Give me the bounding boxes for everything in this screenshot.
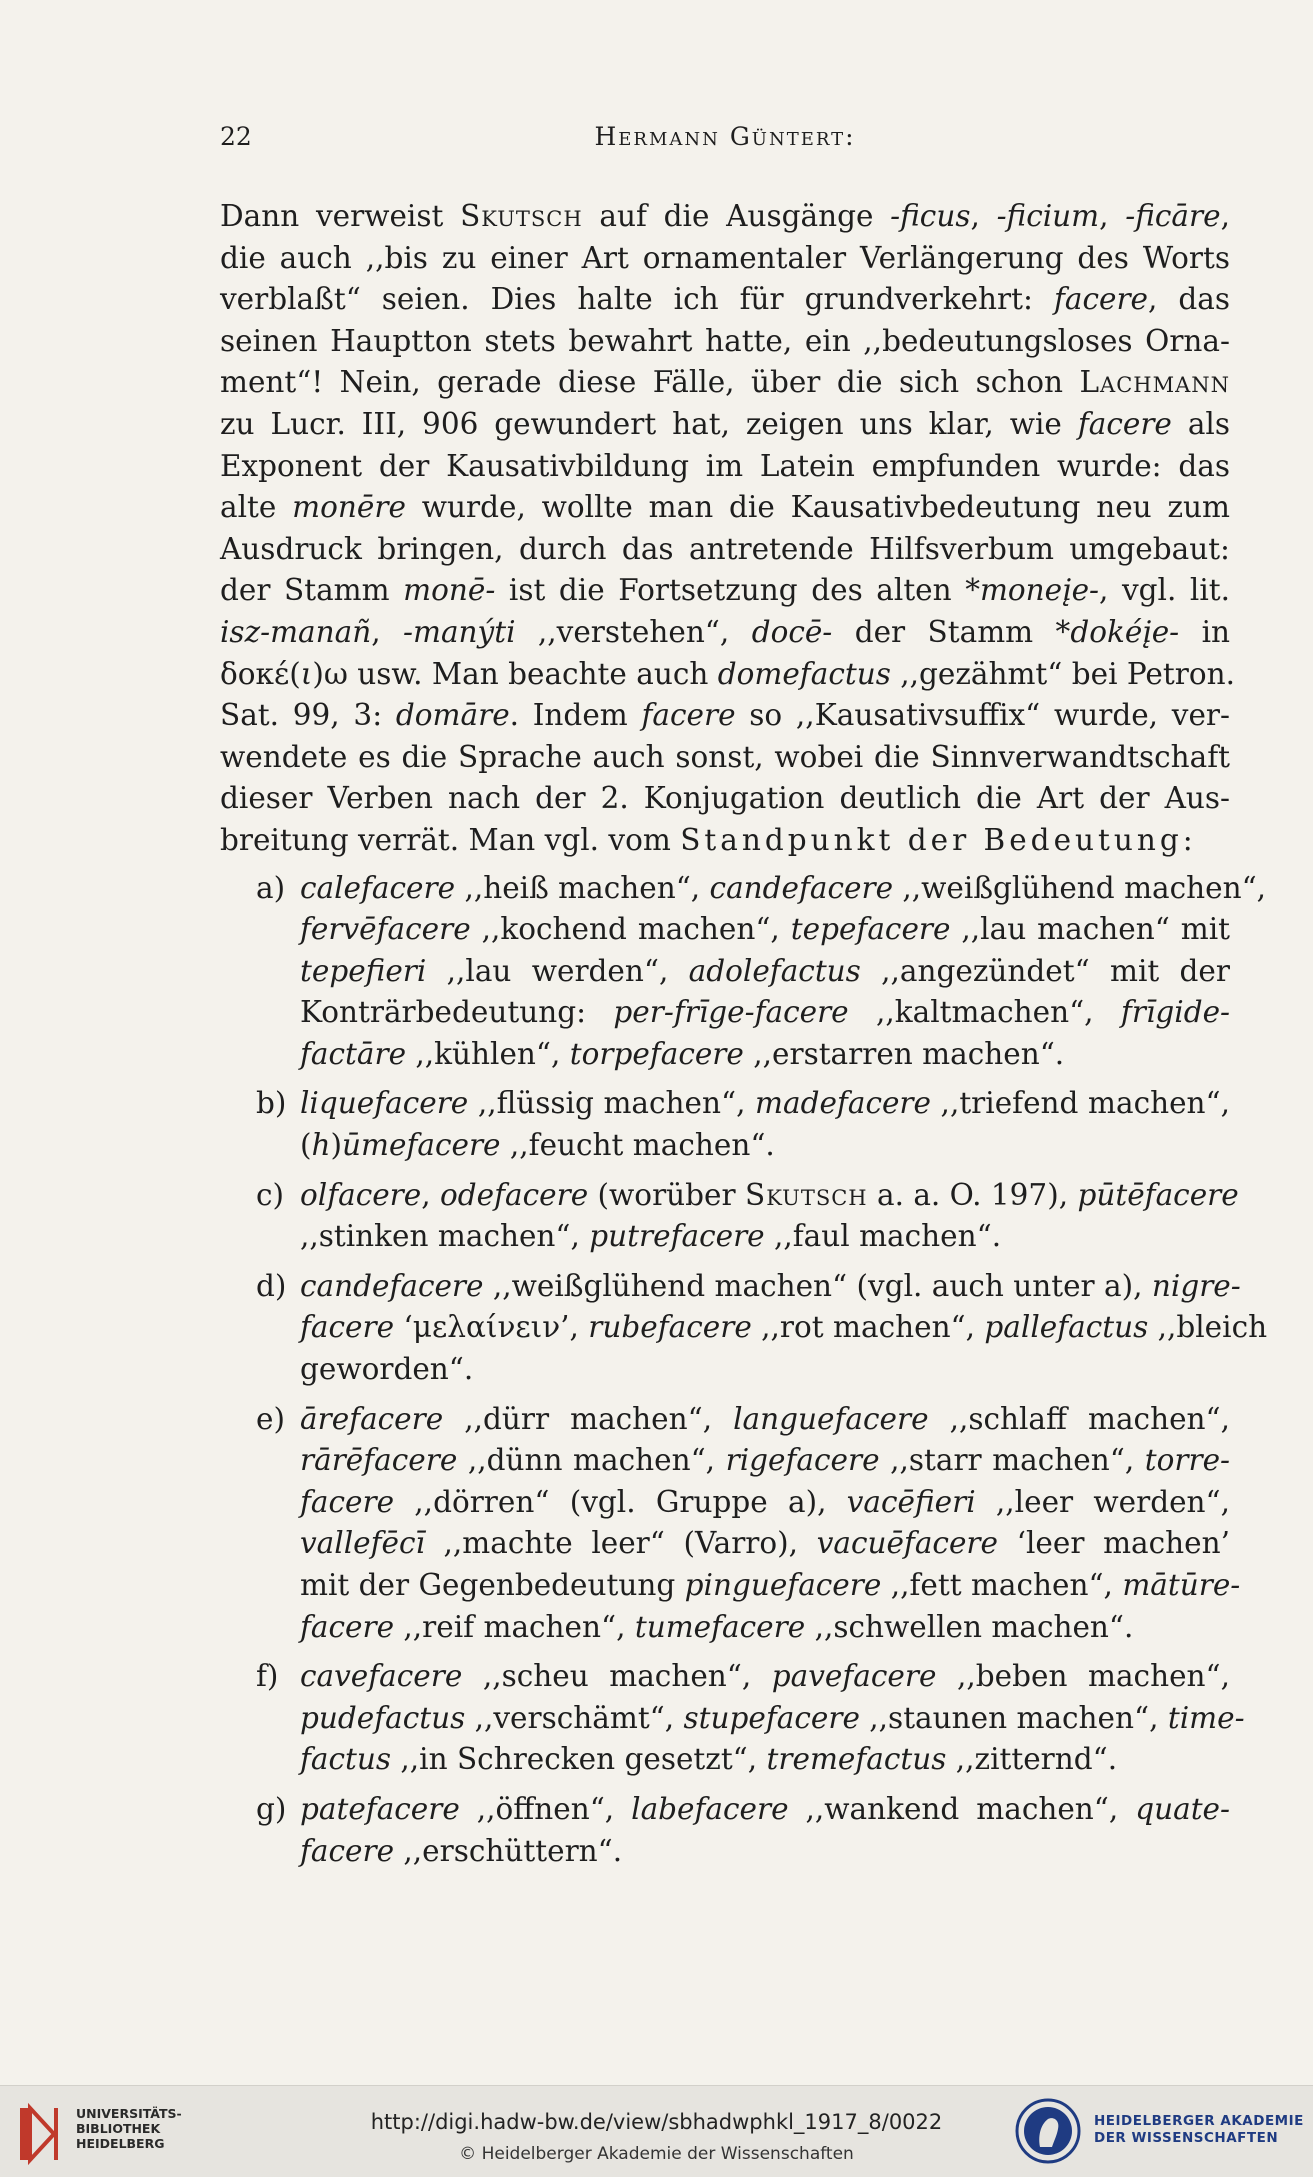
viewer-footer xyxy=(0,2085,1313,2177)
text-line: δοκέ(ι)ω usw. Man beachte auch domefactus ,,gezähmt“ bei Petron. xyxy=(220,656,1235,691)
text-line: factāre ,,kühlen“, torpefacere ,,erstarren machen“. xyxy=(300,1036,1065,1071)
list-item-label: b) xyxy=(256,1086,287,1121)
academy-seal-icon xyxy=(1014,2097,1082,2165)
text-line: wendete es die Sprache auch sonst, wobei die Sinnverwandtschaft xyxy=(220,739,1230,774)
text-line: mit der Gegenbedeutung pinguefacere ,,fett machen“, mātūre- xyxy=(300,1568,1241,1602)
text-line: factus ,,in Schrecken gesetzt“, tremefactus ,,zitternd“. xyxy=(300,1742,1118,1777)
text-line: verblaßt“ seien. Dies halte ich für grundverkehrt: facere, das xyxy=(220,282,1230,317)
text-line: facere ,,erschüttern“. xyxy=(300,1833,623,1868)
text-line: rārēfacere ,,dünn machen“, rigefacere ,,starr machen“, torre- xyxy=(300,1443,1231,1478)
main-paragraph xyxy=(220,196,1235,862)
list-item xyxy=(220,1656,1245,1781)
text-line: c) olfacere, odefacere (worüber Skutsch a. a. O. 197), pūtēfacere xyxy=(220,1175,1230,1217)
library-name: UNIVERSITÄTS- BIBLIOTHEK HEIDELBERG xyxy=(76,2106,182,2151)
text-line: facere ,,reif machen“, tumefacere ,,schwellen machen“. xyxy=(300,1609,1134,1644)
copyright-notice: © Heidelberger Akademie der Wissenschaften xyxy=(459,2144,854,2164)
text-line: alte monēre wurde, wollte man die Kausativbedeutung neu zum xyxy=(220,490,1230,525)
list-item-label: e) xyxy=(256,1401,285,1436)
running-head xyxy=(220,122,1230,162)
page-number: 22 xyxy=(220,122,252,151)
list-item xyxy=(220,1789,1230,1872)
text-line: tepefieri ,,lau werden“, adolefactus ,,angezündet“ mit der xyxy=(300,953,1230,988)
text-line: Konträrbedeutung: per-frīge-facere ,,kaltmachen“, frīgide- xyxy=(300,995,1231,1030)
text-line: facere ‘μελαίνειν’, rubefacere ,,rot machen“, pallefactus ,,bleich xyxy=(300,1310,1268,1345)
text-line: zu Lucr. III, 906 gewundert hat, zeigen uns klar, wie facere als xyxy=(220,406,1230,441)
list-item-label: d) xyxy=(256,1268,287,1303)
text-line: ment“! Nein, gerade diese Fälle, über die sich schon Lachmann xyxy=(220,365,1230,400)
text-line: (h)ūmefacere ,,feucht machen“. xyxy=(300,1128,775,1163)
text-line: der Stamm monē- ist die Fortsetzung des alten *moneįe-, vgl. lit. xyxy=(220,573,1230,608)
meaning-group-list xyxy=(220,868,1268,1873)
text-line: die auch ,,bis zu einer Art ornamentaler Verlängerung des Worts xyxy=(220,240,1230,275)
list-item xyxy=(220,1266,1268,1391)
text-line: vallefēcī ,,machte leer“ (Varro), vacuēfacere ‘leer machen’ xyxy=(300,1526,1230,1561)
body-text xyxy=(220,196,1268,1880)
text-line: facere ,,dörren“ (vgl. Gruppe a), vacēfieri ,,leer werden“, xyxy=(300,1484,1231,1519)
text-line: d) candefacere ,,weißglühend machen“ (vgl. auch unter a), nigre- xyxy=(220,1266,1230,1308)
text-line: geworden“. xyxy=(300,1352,474,1387)
text-line: Dann verweist Skutsch auf die Ausgänge -ficus, -ficium, -ficāre, xyxy=(220,199,1230,233)
text-line: Sat. 99, 3: domāre. Indem facere so ,,Kausativsuffix“ wurde, ver- xyxy=(220,698,1230,733)
list-item-label: g) xyxy=(256,1791,287,1826)
running-title: Hermann Güntert: xyxy=(594,122,856,151)
text-line: Exponent der Kausativbildung im Latein empfunden wurde: das xyxy=(220,448,1230,483)
list-item xyxy=(220,1399,1241,1649)
text-line: fervēfacere ,,kochend machen“, tepefacere ,,lau machen“ mit xyxy=(300,912,1230,947)
text-line: seinen Hauptton stets bewahrt hatte, ein ,,bedeutungsloses Orna- xyxy=(220,323,1230,358)
text-line: isz-manañ, -manýti ,,verstehen“, docē- der Stamm *dokéįe- in xyxy=(220,614,1230,649)
text-line: b) liquefacere ,,flüssig machen“, madefacere ,,triefend machen“, xyxy=(220,1083,1230,1125)
text-line: breitung verrät. Man vgl. vom Standpunkt der Bedeutung: xyxy=(220,822,1193,857)
list-item xyxy=(220,868,1267,1076)
document-url[interactable]: http://digi.hadw-bw.de/view/sbhadwphkl_1917_8/0022 xyxy=(370,2110,943,2134)
list-item xyxy=(220,1083,1230,1166)
text-line: a) calefacere ,,heiß machen“, candefacere ,,weißglühend machen“, xyxy=(220,868,1230,910)
text-line: dieser Verben nach der 2. Konjugation deutlich die Art der Aus- xyxy=(220,781,1230,816)
text-line: pudefactus ,,verschämt“, stupefacere ,,staunen machen“, time- xyxy=(300,1700,1245,1735)
list-item-label: f) xyxy=(256,1659,279,1694)
list-item-label: c) xyxy=(256,1177,285,1212)
text-line: Ausdruck bringen, durch das antretende Hilfsverbum umgebaut: xyxy=(220,531,1230,566)
text-line: f) cavefacere ,,scheu machen“, pavefacere ,,beben machen“, xyxy=(220,1656,1230,1698)
text-line: ,,stinken machen“, putrefacere ,,faul machen“. xyxy=(300,1219,1002,1254)
text-line: e) ārefacere ,,dürr machen“, languefacere ,,schlaff machen“, xyxy=(220,1399,1230,1441)
academy-name: HEIDELBERGER AKADEMIE DER WISSENSCHAFTEN xyxy=(1094,2113,1304,2146)
list-item xyxy=(220,1175,1239,1258)
text-line: g) patefacere ,,öffnen“, labefacere ,,wankend machen“, quate- xyxy=(220,1789,1230,1831)
list-item-label: a) xyxy=(256,870,286,905)
